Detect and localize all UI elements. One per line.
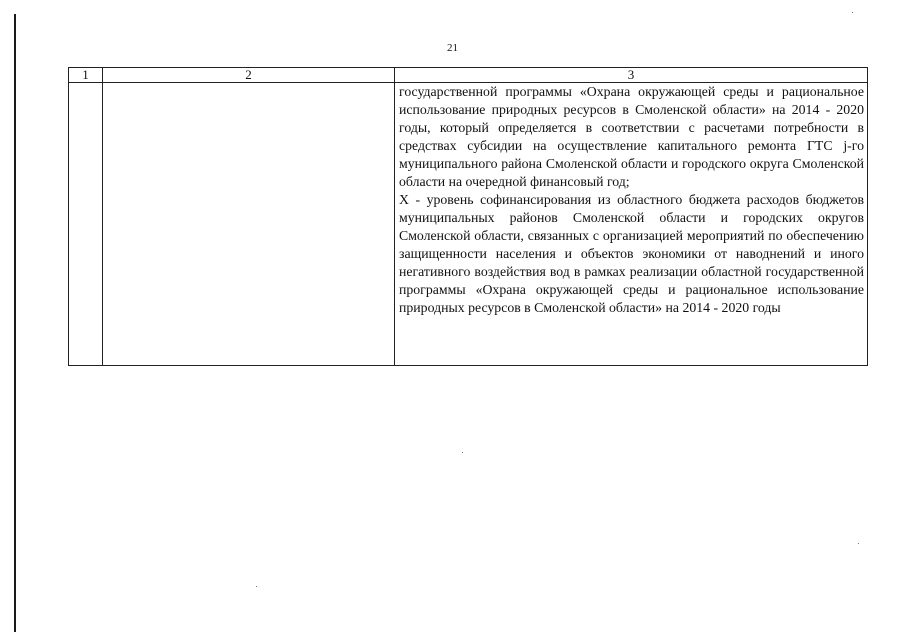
scan-speck <box>858 543 859 544</box>
cell-col-3 <box>395 83 868 366</box>
scan-speck <box>256 586 257 587</box>
scan-speck <box>852 12 853 13</box>
table-row <box>69 83 868 366</box>
table-header-row <box>69 68 868 83</box>
cofinancing-level-paragraph: X - уровень софинансирования из областного бюджета расходов бюджетов муниципальных районов Смоленской области и городских округов Смоленской области, связанных с организацией мероприятий по обеспечению защищенности населения и объектов экономики от наводнений и иного негативного воздействия вод в рамках реализации областной государственной программы «Охрана окружающей среды и рациональное использование природных ресурсов в Смоленской области» на 2014 - 2020 годы <box>399 192 864 315</box>
formula-description-paragraph: государственной программы «Охрана окружающей среды и рациональное использование природных ресурсов в Смоленской области» на 2014 - 2020 годы, который определяется в соответствии с расчетами потребности в средствах субсидии на осуществление капитального ремонта ГТС j-го муниципального района Смоленской области и городского округа Смоленской области на очередной финансовый год; <box>399 84 864 189</box>
scan-speck <box>462 452 463 453</box>
page-number: 21 <box>447 42 458 54</box>
cell-col-1 <box>69 83 103 366</box>
header-col-2: 2 <box>103 68 395 83</box>
cell-col-2 <box>103 83 395 366</box>
document-table <box>68 67 868 366</box>
scan-border-line <box>14 14 16 632</box>
header-col-3: 3 <box>395 68 868 83</box>
header-col-1: 1 <box>69 68 103 83</box>
